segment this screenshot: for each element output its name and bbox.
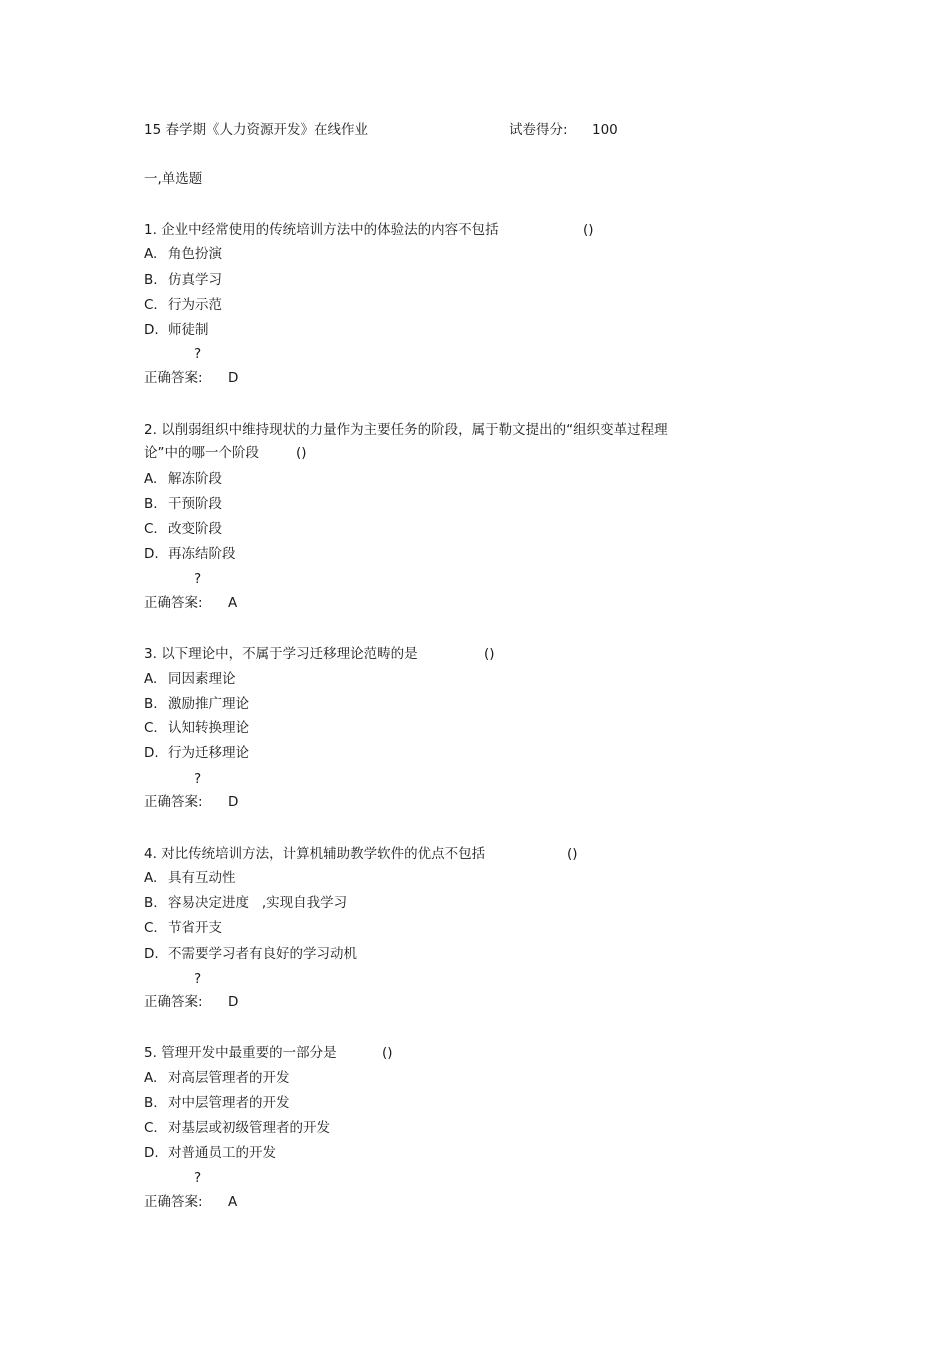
- question-mark: ?: [194, 1170, 202, 1186]
- question-mark: ?: [194, 771, 202, 787]
- document-title: 15 春学期《人力资源开发》在线作业: [144, 122, 368, 138]
- question-2-stem-line-2: 论”中的哪一个阶段: [144, 445, 259, 461]
- option-d: D. 对普通员工的开发: [144, 1145, 276, 1161]
- question-number: 1.: [144, 222, 157, 238]
- option-b: B. 干预阶段: [144, 496, 222, 512]
- correct-answer: 正确答案: D: [144, 370, 239, 386]
- question-text: 企业中经常使用的传统培训方法中的体验法的内容不包括: [161, 222, 499, 238]
- option-c: C. 行为示范: [144, 297, 222, 313]
- question-text: 以削弱组织中维持现状的力量作为主要任务的阶段，属于勒文提出的“组织变革过程理: [161, 422, 668, 438]
- question-1-paren: (): [583, 222, 594, 238]
- question-text: 管理开发中最重要的一部分是: [161, 1045, 337, 1061]
- option-c: C. 改变阶段: [144, 521, 222, 537]
- correct-answer: 正确答案: D: [144, 794, 239, 810]
- section-title: 一,单选题: [144, 171, 203, 187]
- question-text: 以下理论中，不属于学习迁移理论范畴的是: [161, 646, 418, 662]
- question-number: 5.: [144, 1045, 157, 1061]
- option-b: B. 仿真学习: [144, 272, 222, 288]
- option-d: D. 行为迁移理论: [144, 745, 249, 761]
- question-mark: ?: [194, 346, 202, 362]
- correct-answer: 正确答案: A: [144, 595, 238, 611]
- score-label: 试卷得分:: [509, 122, 568, 138]
- option-d: D. 不需要学习者有良好的学习动机: [144, 946, 357, 962]
- option-c: C. 节省开支: [144, 920, 222, 936]
- option-c: C. 对基层或初级管理者的开发: [144, 1120, 330, 1136]
- question-number: 2.: [144, 422, 157, 438]
- question-number: 4.: [144, 846, 157, 862]
- correct-answer: 正确答案: D: [144, 994, 239, 1010]
- option-a: A. 对高层管理者的开发: [144, 1070, 290, 1086]
- question-mark: ?: [194, 571, 202, 587]
- score-value: 100: [592, 122, 618, 138]
- question-3-stem: [144, 645, 418, 663]
- option-a: A. 同因素理论: [144, 671, 236, 687]
- question-3-paren: (): [484, 646, 495, 662]
- option-d: D. 再冻结阶段: [144, 546, 236, 562]
- option-a: A. 具有互动性: [144, 870, 236, 886]
- correct-answer: 正确答案: A: [144, 1194, 238, 1210]
- option-a: A. 解冻阶段: [144, 471, 222, 487]
- option-b: B. 容易决定进度 ,实现自我学习: [144, 895, 348, 911]
- question-5-paren: (): [382, 1045, 393, 1061]
- option-a: A. 角色扮演: [144, 246, 222, 262]
- question-2-paren: (): [296, 445, 307, 461]
- question-4-paren: (): [567, 846, 578, 862]
- option-b: B. 激励推广理论: [144, 696, 249, 712]
- question-mark: ?: [194, 971, 202, 987]
- question-number: 3.: [144, 646, 157, 662]
- question-text: 对比传统培训方法，计算机辅助教学软件的优点不包括: [161, 846, 486, 862]
- question-4-stem: [144, 845, 485, 863]
- option-d: D. 师徒制: [144, 322, 209, 338]
- option-b: B. 对中层管理者的开发: [144, 1095, 290, 1111]
- question-2-stem: [144, 421, 668, 439]
- question-5-stem: [144, 1044, 337, 1062]
- option-c: C. 认知转换理论: [144, 720, 249, 736]
- question-1-stem: [144, 221, 499, 239]
